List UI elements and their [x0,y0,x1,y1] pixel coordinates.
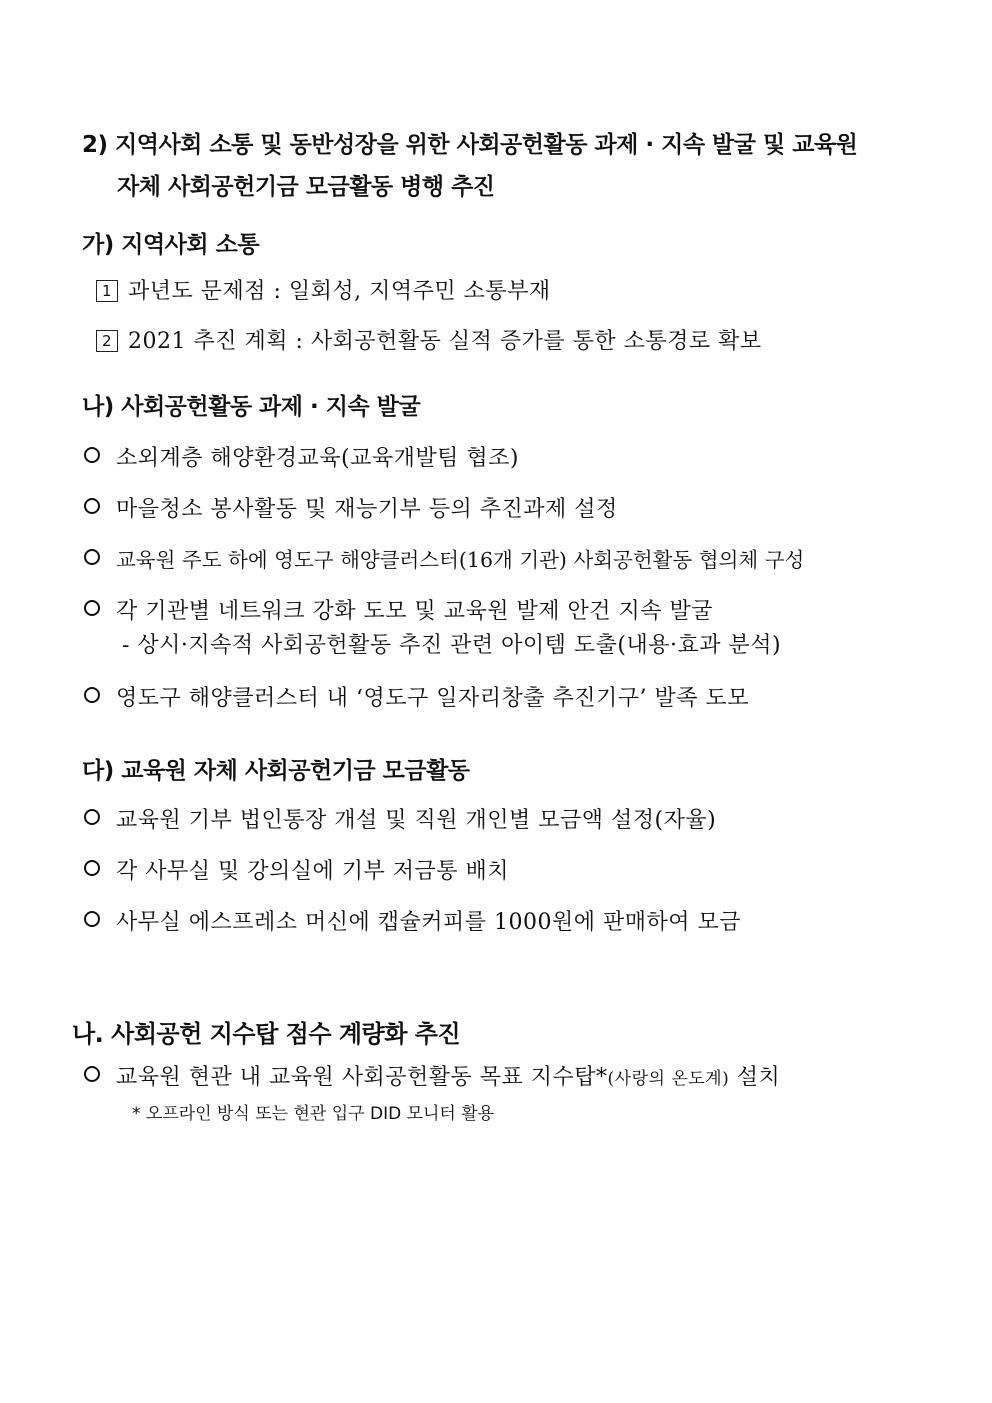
list-item-text: 소외계층 해양환경교육(교육개발팀 협조) [116,446,519,471]
numbered-item [96,274,551,305]
circle-bullet-icon [84,549,100,565]
section-heading-na: 나. 사회공헌 지수탑 점수 계량화 추진 [72,1020,461,1048]
list-item-paren: (사랑의 온도계) [607,1069,730,1089]
list-item-text: 사무실 에스프레소 머신에 캡슐커피를 1000원에 판매하여 모금 [116,910,741,935]
numbered-item [96,324,762,355]
circle-bullet-icon [84,600,100,616]
section-title-line2: 자체 사회공헌기금 모금활동 병행 추진 [117,174,495,200]
list-item-end: 설치 [729,1065,781,1090]
number-box: 1 [96,280,118,302]
sub-item: - 상시·지속적 사회공헌활동 추진 관련 아이템 도출(내용·효과 분석) [122,633,782,658]
list-item-text: 마을청소 봉사활동 및 재능기부 등의 추진과제 설정 [116,497,618,522]
circle-bullet-icon [84,809,100,825]
list-item [84,681,749,712]
circle-bullet-icon [84,498,100,514]
circle-bullet-icon [84,1066,100,1082]
list-item [84,1060,780,1091]
circle-bullet-icon [84,687,100,703]
circle-bullet-icon [84,447,100,463]
subsection-heading-na: 나) 사회공헌활동 과제 · 지속 발굴 [82,394,421,420]
footnote: * 오프라인 방식 또는 현관 입구 DID 모니터 활용 [132,1104,495,1124]
list-item [84,543,804,573]
subsection-heading-ga: 가) 지역사회 소통 [82,232,260,258]
circle-bullet-icon [84,860,100,876]
numbered-item-text: 2021 추진 계획 : 사회공헌활동 실적 증가를 통한 소통경로 확보 [128,329,762,354]
list-item [84,803,716,834]
list-item-text: 교육원 기부 법인통장 개설 및 직원 개인별 모금액 설정(자율) [116,808,717,833]
list-item-text: 교육원 주도 하에 영도구 해양클러스터(16개 기관) 사회공헌활동 협의체 구성 [116,548,805,572]
list-item-text: 영도구 해양클러스터 내 ‘영도구 일자리창출 추진기구’ 발족 도모 [116,686,749,711]
circle-bullet-icon [84,911,100,927]
subsection-heading-da: 다) 교육원 자체 사회공헌기금 모금활동 [82,758,470,784]
list-item [84,594,713,625]
list-item-text: 각 사무실 및 강의실에 기부 저금통 배치 [116,859,509,884]
list-item-text: 각 기관별 네트워크 강화 도모 및 교육원 발제 안건 지속 발굴 [116,599,713,624]
numbered-item-text: 과년도 문제점 : 일회성, 지역주민 소통부재 [128,279,551,304]
list-item [84,905,741,936]
list-item [84,854,509,885]
list-item [84,441,519,472]
section-title-line1: 2) 지역사회 소통 및 동반성장을 위한 사회공헌활동 과제 · 지속 발굴 및 교육원 [82,132,858,158]
list-item-text: 교육원 현관 내 교육원 사회공헌활동 목표 지수탑* [116,1065,608,1090]
number-box: 2 [96,330,118,352]
list-item [84,492,618,523]
